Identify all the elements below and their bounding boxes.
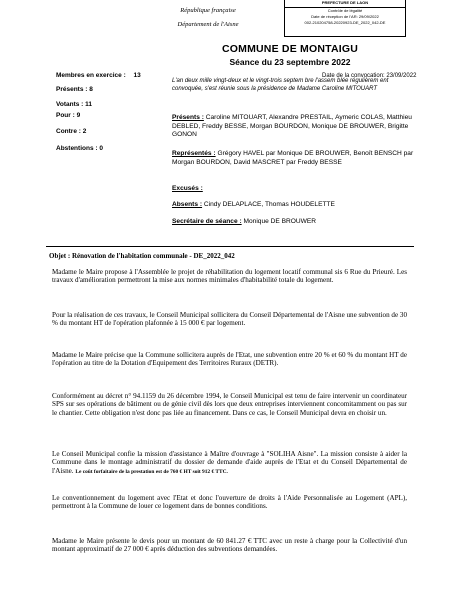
absents-row [172,201,422,210]
excuses-label: Excusés : [172,185,203,192]
intro-text: L'an deux mille vingt-deux et le vingt-trois septem bre l'assem blée régulièrem ent convoquée, s'est réunie sous la présidence de Madame Caroline MITOUART [172,78,389,92]
separator-line [46,246,414,247]
representes-list: Grégory HAVEL par Monique DE BROUWER, Benoît BENSCH par Morgan BOURDON, David MASCRET par Freddy BESSE [172,150,414,166]
absents-label: Absents : [172,201,203,208]
stamp-line3: 002-210204758-20220923-DE_2022_042-DE [304,20,386,25]
paragraph-5-cost: Le coût forfaitaire de la prestation est de 760 € HT soit 912 € TTC. [75,468,228,475]
presents-row [172,114,422,140]
paragraph-4: Conformément au décret n° 94.1159 du 26 décembre 1994, le Conseil Municipal est tenu de faire intervenir un coordinateur SPS sur ses opérations de bâtiment ou de génie civil dès lors que deux entreprises interviennent concomitamment ou pas sur le chantier. Cette obligation n'est donc pas liée au financement. Dans ce cas, le Conseil Municipal devra en choisir un. [52,392,407,417]
membres-value: 13 [133,72,141,79]
excuses-row [172,185,422,194]
stamp-line2: Date de réception de l'AR: 29/09/2022 [311,14,379,19]
presents-count-value: 8 [89,86,93,93]
votants-value: 11 [85,101,93,108]
membres-count [56,72,141,79]
contre-count [56,128,86,135]
convocation-date: Date de la convocation: 23/09/2022 [322,73,417,79]
republic-label: République française [180,7,236,14]
secretaire-name: Monique DE BROUWER [243,218,317,225]
secretaire-row [172,218,422,227]
paragraph-7: Madame le Maire présente le devis pour un montant de 60 841.27 € TTC avec un reste à charge pour la Collectivité d'un montant approximatif de 27 000 € après déduction des subventions demandées. [52,537,407,554]
stamp-line1: Contrôle de légalité [327,8,363,13]
presents-list-label: Présents : [172,114,204,121]
paragraph-5-text: Le Conseil Municipal confie la mission d'assistance à Maître d'ouvrage à "SOLIHA Aisne". La mission consiste à aider la Commune dans le montage administratif du dossier de demande d'aide auprès de l'Etat et du Conseil Départemental de l'Aisne. [52,450,407,475]
membres-label: Membres en exercice : [56,72,126,79]
header-block [158,4,258,32]
stamp-prefecture: PREFECTURE DE LAON [285,0,405,8]
votants-label: Votants : [56,101,84,108]
paragraph-3: Madame le Maire précise que la Commune sollicitera auprès de l'Etat, une subvention entre 20 % et 60 % du montant HT de l'opération au titre de la Dotation d'Equipement des Territoires Ruraux (DETR). [52,351,407,368]
secretaire-label: Secrétaire de séance : [172,218,242,225]
presents-list: Caroline MITOUART, Alexandre PRESTAIL, Aymeric COLAS, Matthieu DEBLED, Freddy BESSE, Morgan BOURDON, Monique DE BROUWER, Brigitte GONON [172,114,412,138]
paragraph-5 [52,450,407,476]
department-label: Département de l'Aisne [177,21,239,28]
pour-value: 9 [76,112,81,119]
paragraph-1: Madame le Maire propose à l'Assemblée le projet de réhabilitation du logement locatif communal sis 6 Rue du Prieuré. Les travaux d'amélioration permettront la mise aux normes minimales d'habitabilité totale du logement. [52,268,407,285]
contre-label: Contre : [56,128,81,135]
representes-row [172,150,422,167]
pour-label: Pour : [56,112,75,119]
objet-title: Objet : Rénovation de l'habitation communale - DE_2022_042 [49,252,235,260]
presents-count [56,86,93,93]
prefecture-stamp [284,0,406,37]
commune-title: COMMUNE DE MONTAIGU [221,43,358,55]
abstentions-count [56,145,103,152]
presents-count-label: Présents : [56,86,88,93]
abstentions-value: 0 [99,145,103,152]
paragraph-6: Le conventionnement du logement avec l'Etat et donc l'ouverture de droits à l'Aide Personnalisée au Logement (APL), permettront à la Commune de louer ce logement dans de bonnes conditions. [52,494,407,511]
seance-date: Séance du 23 septembre 2022 [229,57,351,67]
votants-count [56,101,92,108]
pour-count [56,112,80,119]
contre-value: 2 [82,128,87,135]
absents-list: Cindy DELAPLACE, Thomas HOUDELETTE [203,201,335,208]
representes-label: Représentés : [172,150,216,157]
paragraph-2: Pour la réalisation de ces travaux, le Conseil Municipal sollicitera du Conseil Départemental de l'Aisne une subvention de 30 % du montant HT de l'opération plafonnée à 15 000 € par logement. [52,311,407,328]
abstentions-label: Abstentions : [56,145,98,152]
